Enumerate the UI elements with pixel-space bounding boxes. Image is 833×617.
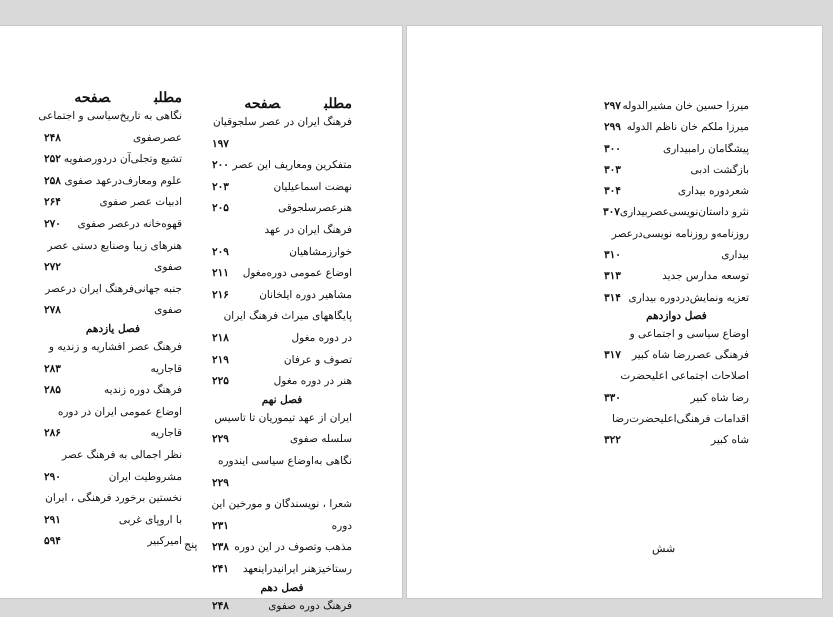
toc-entry (212, 494, 352, 516)
page-number: پنج (184, 538, 198, 551)
toc-entry (604, 366, 749, 387)
entry-title: سلسله صفوی (290, 433, 352, 446)
entry-title: قاجاریه (150, 362, 182, 375)
entry-title: امیرکبیر (147, 535, 182, 548)
toc-entry (604, 430, 749, 451)
toc-entry (604, 288, 749, 309)
entry-title: تعزیه ونمایش‌دردوره بیداری (628, 291, 749, 304)
toc-entry (44, 380, 182, 402)
header-title: مطلب (154, 90, 182, 106)
entry-title: اصلاحات اجتماعی اعلیحضرت (620, 370, 749, 383)
entry-title: روزنامەو روزنامه نویسی‌درعصر (611, 227, 749, 240)
toc-entry (44, 359, 182, 381)
toc-entry (212, 155, 352, 177)
toc-entry (212, 596, 352, 617)
column-header (44, 90, 182, 106)
entry-title: صفوی (154, 304, 182, 317)
entry-page-number: ۱۹۷ (212, 137, 229, 150)
toc-entry (212, 429, 352, 451)
entry-page-number: ۲۱۶ (212, 288, 229, 301)
toc-entry (44, 423, 182, 445)
section-heading: فصل دهم (260, 581, 304, 594)
entry-title: شاه کبیر (711, 434, 749, 447)
toc-entry (604, 160, 749, 181)
toc-column-left (38, 90, 182, 553)
section-heading: فصل یازدهم (85, 322, 141, 335)
toc-entry (212, 559, 352, 581)
toc-entry (212, 285, 352, 307)
entry-page-number: ۳۱۷ (604, 349, 621, 362)
entry-title: توسعه مدارس جدید (662, 270, 749, 283)
entry-title: ایران از عهد تیموریان تا تاسیس (214, 411, 352, 424)
entry-title: فرهنگ عصر افشاریه و زندیه و (48, 341, 182, 354)
entry-title: مذهب وتصوف در این دوره (234, 541, 352, 554)
toc-entry (604, 245, 749, 266)
toc-column (604, 96, 749, 452)
entry-page-number: ۲۵۲ (44, 153, 61, 166)
entry-page-number: ۳۱۳ (604, 270, 621, 283)
entry-title: اوضاع سیاسی و اجتماعی و (629, 327, 749, 340)
entry-page-number: ۲۲۹ (212, 433, 229, 446)
toc-entries (38, 106, 182, 553)
entry-title: اوضاع عمومی دورەمغول (242, 267, 352, 280)
toc-entry (212, 306, 352, 328)
header-title: مطلب (324, 96, 352, 112)
toc-entry (604, 409, 749, 430)
entry-page-number: ۳۰۳ (604, 163, 621, 176)
entry-title: رضا شاه کبیر (690, 391, 749, 404)
entry-page-number: ۲۰۵ (212, 202, 229, 215)
entry-title: تصوف و عرفان (283, 353, 352, 366)
toc-entry (44, 337, 182, 359)
toc-entry (212, 537, 352, 559)
toc-entry (604, 139, 749, 160)
toc-entry (604, 202, 749, 223)
entry-page-number: ۲۱۱ (212, 267, 229, 280)
toc-entry (212, 198, 352, 220)
entry-page-number: ۲۴۱ (212, 562, 229, 575)
entry-page-number: ۲۷۰ (44, 217, 61, 230)
toc-entry (44, 149, 182, 171)
toc-entry (212, 220, 352, 242)
header-page: صفحه (74, 90, 111, 106)
entry-title: فرهنگ دوره زندیه (104, 384, 182, 397)
entry-page-number: ۲۲۹ (212, 476, 229, 489)
toc-entry (44, 279, 182, 301)
toc-entry (604, 117, 749, 138)
entry-title: در دوره مغول (291, 331, 352, 344)
entry-title: فرهنگ ایران در عهد (264, 223, 352, 236)
toc-entries (212, 112, 352, 617)
toc-entry (212, 177, 352, 199)
toc-entry (604, 266, 749, 287)
toc-entry (212, 328, 352, 350)
toc-entry (44, 488, 182, 510)
entry-page-number: ۲۱۹ (212, 353, 229, 366)
toc-entry (44, 171, 182, 193)
toc-entry (604, 345, 749, 366)
entry-page-number: ۲۰۹ (212, 245, 229, 258)
toc-column-right (212, 96, 352, 617)
entry-page-number: ۳۳۰ (604, 391, 621, 404)
header-page: صفحه (244, 96, 281, 112)
toc-entry (212, 263, 352, 285)
toc-entry (604, 181, 749, 202)
toc-entry (604, 324, 749, 345)
entry-page-number: ۲۷۲ (44, 261, 61, 274)
entry-page-number: ۲۹۹ (604, 121, 621, 134)
toc-entries (604, 96, 749, 452)
entry-title: جنبه جهانی‌فرهنگ ایران درعصر (45, 282, 182, 295)
toc-entry (212, 350, 352, 372)
entry-page-number: ۲۹۷ (604, 100, 621, 112)
toc-entry (44, 531, 182, 553)
entry-title: بیداری (721, 249, 749, 262)
entry-title: بازگشت ادبی (690, 163, 749, 176)
section-heading: فصل نهم (261, 393, 303, 406)
entry-title: فرهنگی عصررضا شاه کبیر (631, 349, 749, 362)
entry-title: نظر اجمالی به فرهنگ عصر (62, 449, 182, 462)
entry-title: دوره (331, 519, 352, 532)
toc-entry (604, 96, 749, 117)
entry-page-number: ۲۹۱ (44, 513, 61, 526)
entry-title: با اروپای غربی (118, 513, 182, 526)
toc-entry (212, 242, 352, 264)
toc-entry (212, 371, 352, 393)
entry-title: میرزا ملکم خان ناظم الدوله (626, 121, 749, 134)
entry-page-number: ۲۰۰ (212, 159, 229, 172)
toc-entry (44, 300, 182, 322)
page-number: شش (652, 542, 676, 555)
toc-entry (44, 445, 182, 467)
entry-title: صفوی (154, 261, 182, 274)
toc-entry (44, 214, 182, 236)
toc-entry (604, 224, 749, 245)
entry-page-number: ۲۸۵ (44, 384, 61, 397)
entry-title: قهوەخانه درعصر صفوی (77, 217, 182, 230)
toc-entry (44, 467, 182, 489)
toc-entry (604, 388, 749, 409)
entry-page-number: ۲۶۴ (44, 196, 61, 209)
entry-page-number: ۳۰۰ (604, 142, 621, 155)
entry-title: فرهنگ دوره صفوی (268, 599, 352, 612)
entry-title: پیشگامان رامبیداری (663, 142, 749, 155)
entry-page-number: ۲۷۸ (44, 304, 61, 317)
entry-page-number: ۲۳۱ (212, 519, 229, 532)
entry-title: شعردوره بیداری (677, 185, 749, 198)
entry-title: تشیع وتجلی‌آن دردورصفویه (63, 153, 182, 166)
toc-entry (44, 510, 182, 532)
entry-page-number: ۲۲۵ (212, 375, 229, 388)
toc-entry (44, 236, 182, 258)
entry-title: ادبیات عصر صفوی (99, 196, 182, 209)
entry-title: علوم ومعارف‌درعهد صفوی (64, 174, 182, 187)
entry-title: نگاهی به تاریخ‌سیاسی و اجتماعی (38, 110, 182, 122)
toc-entry (44, 192, 182, 214)
toc-entry (212, 408, 352, 430)
entry-page-number: ۲۴۸ (212, 599, 229, 612)
right-page (407, 26, 822, 598)
entry-page-number: ۲۹۰ (44, 470, 61, 483)
entry-title: شعرا ، نویسندگان و مورخین این (211, 498, 352, 511)
left-page (0, 26, 402, 612)
entry-title: قاجاریه (150, 427, 182, 440)
entry-title: رستاخیزهنر ایرانیدراینعهد (242, 562, 352, 575)
entry-title: فرهنگ ایران در عصر سلجوقیان (212, 116, 352, 128)
section-heading: فصل دوازدهم (646, 309, 707, 322)
entry-title: اوضاع عمومی ایران در دوره (57, 405, 182, 418)
entry-page-number: ۲۰۳ (212, 180, 229, 193)
toc-entry (212, 112, 352, 134)
entry-title: هنر در دوره مغول (273, 375, 352, 388)
entry-page-number: ۲۳۸ (212, 541, 229, 554)
entry-title: نثرو داستان‌نویسی‌عصربیداری (619, 206, 749, 219)
column-header (212, 96, 352, 112)
entry-title: پایگاههای میراث فرهنگ ایران (223, 310, 352, 323)
entry-title: عصرصفوی (132, 131, 182, 144)
entry-page-number: ۳۰۷ (602, 206, 620, 219)
toc-entry (212, 516, 352, 538)
toc-entry (212, 451, 352, 473)
entry-page-number: ۲۵۸ (44, 174, 61, 187)
entry-page-number: ۳۱۰ (604, 249, 621, 262)
entry-page-number: ۵۹۴ (44, 535, 61, 548)
toc-entry (44, 257, 182, 279)
entry-title: نگاهی بەاوضاع سیاسی ایندوره (217, 455, 352, 468)
entry-title: اقدامات فرهنگی‌اعلیحضرت‌رضا (611, 413, 749, 426)
entry-page-number: ۲۸۶ (44, 427, 61, 440)
toc-entry (44, 128, 182, 150)
toc-entry (212, 134, 352, 156)
entry-page-number: ۳۲۲ (604, 434, 621, 447)
entry-title: خوارزمشاهیان (289, 245, 352, 258)
entry-title: میرزا حسین خان مشیرالدوله (622, 100, 749, 112)
entry-page-number: ۲۸۳ (44, 362, 61, 375)
entry-title: هنرهای زیبا وصنایع دستی عصر (47, 239, 182, 252)
entry-page-number: ۳۰۴ (604, 185, 621, 198)
entry-title: نهضت اسماعیلیان (273, 180, 352, 193)
entry-page-number: ۲۱۸ (212, 331, 229, 344)
entry-title: مشروطیت ایران (108, 470, 182, 483)
entry-title: نخستین برخورد فرهنگی ، ایران (45, 492, 182, 505)
entry-page-number: ۲۴۸ (44, 131, 61, 144)
entry-title: مشاهیر دوره ایلخانان (259, 288, 352, 301)
entry-title: متفکرین ومعاریف این عصر (232, 159, 352, 172)
toc-entry (212, 473, 352, 495)
entry-page-number: ۳۱۴ (604, 291, 621, 304)
toc-entry (44, 402, 182, 424)
toc-entry (38, 106, 182, 128)
entry-title: هنرعصرسلجوقی (278, 202, 352, 215)
